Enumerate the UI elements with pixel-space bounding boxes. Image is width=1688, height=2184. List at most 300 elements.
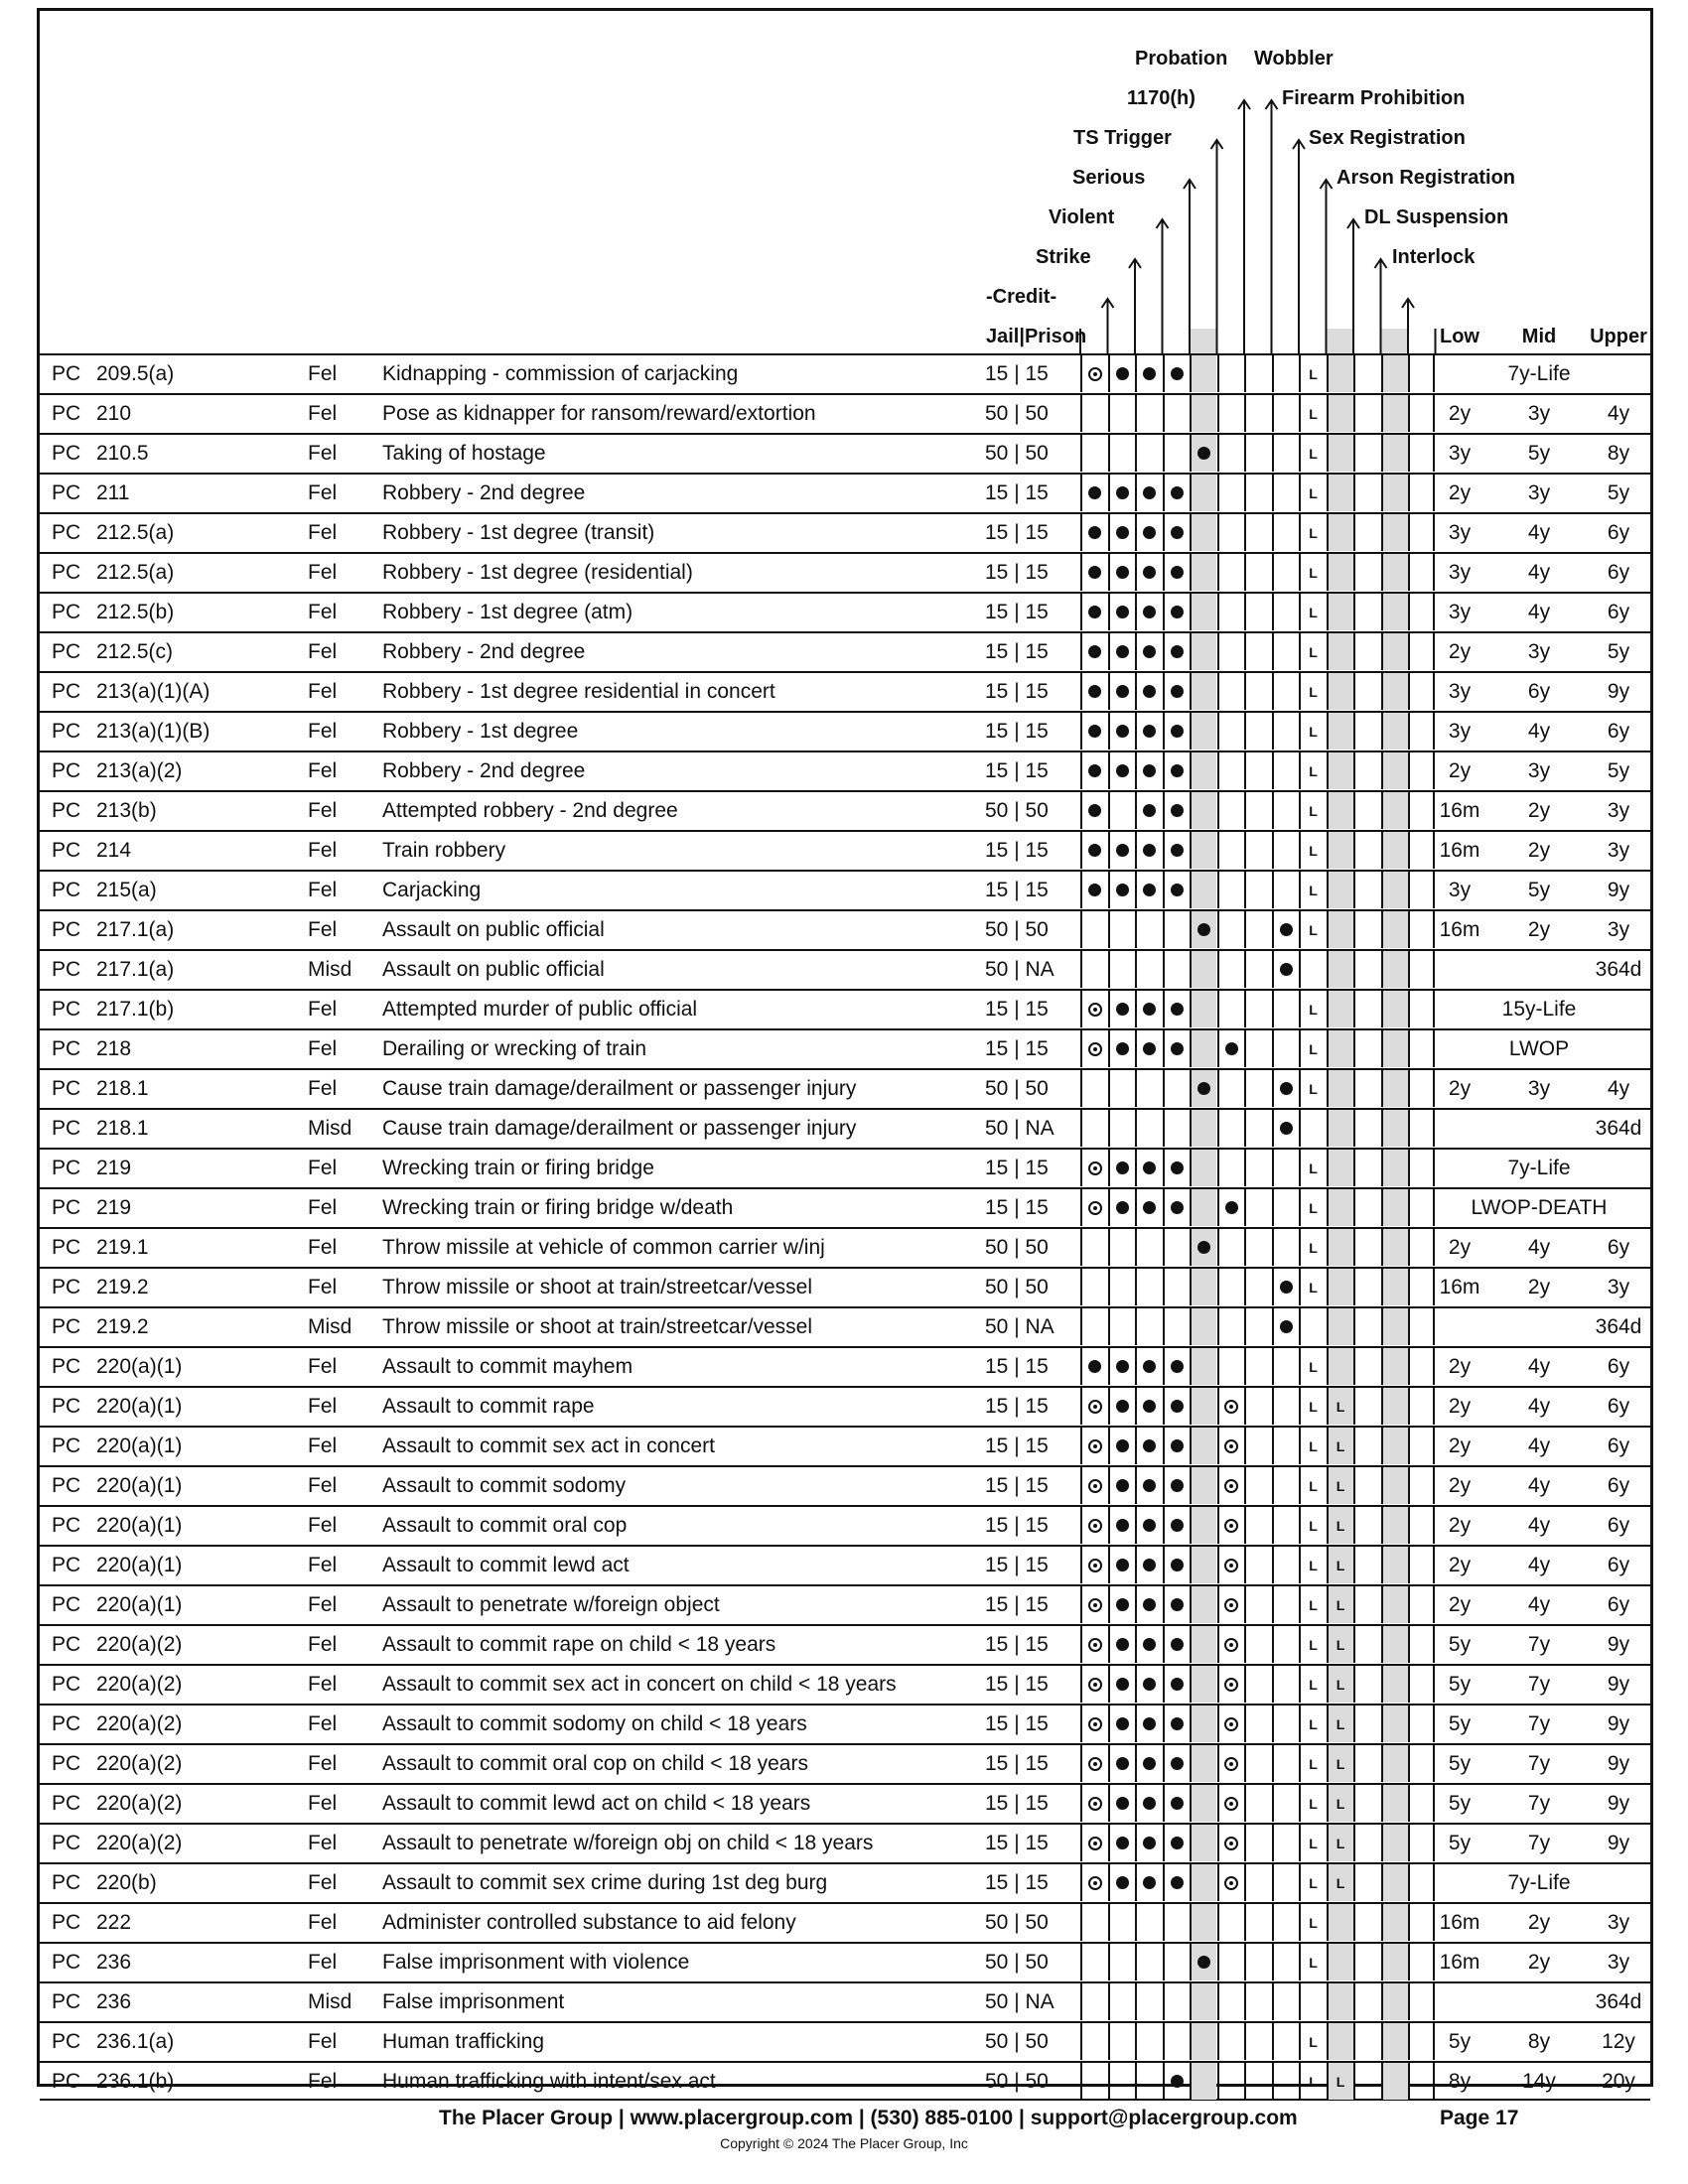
- flag-firearm: [1299, 1150, 1326, 1186]
- code-cell: PC: [52, 1474, 81, 1497]
- flag-wobbler-dot: [1272, 673, 1299, 710]
- flag-violent: [1108, 554, 1135, 591]
- flag-probation: [1217, 1666, 1244, 1703]
- sentence-low: 16m: [1439, 799, 1480, 822]
- section-cell: 220(a)(2): [96, 1712, 183, 1735]
- flag-sex-reg: [1327, 713, 1353, 750]
- flag-violent: [1108, 1070, 1135, 1107]
- sentence-upper: 6y: [1607, 1236, 1630, 1259]
- description-cell: Throw missile or shoot at train/streetcar/vessel: [382, 1315, 812, 1338]
- sentence-upper: 6y: [1607, 1395, 1630, 1418]
- flag-strike: [1080, 1507, 1107, 1544]
- flag-arson-reg: [1353, 1467, 1380, 1504]
- type-cell: Fel: [308, 1593, 338, 1616]
- table-row: [40, 552, 1650, 592]
- type-cell: Fel: [308, 720, 338, 743]
- flag-wobbler-dot: [1272, 1507, 1299, 1544]
- copyright: Copyright © 2024 The Placer Group, Inc: [720, 2135, 968, 2151]
- flag-probation: [1217, 872, 1244, 908]
- flag-1170h: [1190, 713, 1216, 750]
- sentence-mid: 14y: [1522, 2070, 1556, 2093]
- credit-cell: 15 | 15: [985, 1196, 1049, 1219]
- flag-probation: [1217, 1189, 1244, 1226]
- flag-strike: [1080, 594, 1107, 630]
- flag-arson-reg: [1353, 1388, 1380, 1425]
- flag-1170h: [1190, 1070, 1216, 1107]
- flag-firearm: [1299, 872, 1326, 908]
- code-cell: PC: [52, 1990, 81, 2013]
- sentence-upper: 6y: [1607, 720, 1630, 743]
- flag-1170h: [1190, 1944, 1216, 1980]
- flag-letter: L: [1309, 406, 1318, 422]
- code-cell: PC: [52, 1911, 81, 1934]
- sentence-span: 7y-Life: [1507, 1871, 1571, 1894]
- flag-strike: [1080, 1269, 1107, 1305]
- flag-letter: L: [1309, 1677, 1318, 1693]
- flag-violent: [1108, 1030, 1135, 1067]
- flag-violent: [1108, 1547, 1135, 1583]
- credit-cell: 50 | 50: [985, 1951, 1049, 1974]
- flag-probation: [1217, 1030, 1244, 1067]
- flag-letter: L: [1309, 1160, 1318, 1176]
- flag-1170h: [1190, 673, 1216, 710]
- flag-probation: [1217, 1507, 1244, 1544]
- flag-wobbler: [1244, 1308, 1271, 1345]
- flag-sex-reg: [1327, 435, 1353, 472]
- sentence-mid: 2y: [1527, 918, 1551, 941]
- flag-ts-trigger: [1163, 1030, 1190, 1067]
- filled-dot-icon: [1116, 764, 1129, 777]
- flag-arson-reg: [1353, 1547, 1380, 1583]
- flag-probation: [1217, 1626, 1244, 1663]
- page-footer: [0, 2095, 1688, 2154]
- type-cell: Fel: [308, 1871, 338, 1894]
- flag-violent: [1108, 475, 1135, 511]
- flag-firearm: [1299, 1626, 1326, 1663]
- flag-arson-reg: [1353, 1626, 1380, 1663]
- sentence-span: LWOP: [1508, 1037, 1570, 1060]
- section-cell: 220(a)(1): [96, 1355, 183, 1378]
- flag-ts-trigger: [1163, 991, 1190, 1027]
- type-cell: Fel: [308, 1633, 338, 1656]
- code-cell: PC: [52, 1037, 81, 1060]
- filled-dot-icon: [1171, 367, 1184, 380]
- flag-sex-reg: [1327, 594, 1353, 630]
- sentence-mid: 4y: [1527, 1593, 1551, 1616]
- flag-letter: L: [1309, 1558, 1318, 1573]
- circled-dot-icon: [1088, 1161, 1102, 1175]
- sentence-mid: 3y: [1527, 402, 1551, 425]
- flag-violent: [1108, 1229, 1135, 1266]
- filled-dot-icon: [1171, 1678, 1184, 1691]
- sentence-mid: 4y: [1527, 1434, 1551, 1457]
- description-cell: Assault to commit mayhem: [382, 1355, 633, 1378]
- flag-letter: L: [1309, 1399, 1318, 1415]
- table-row: [40, 393, 1650, 433]
- flag-firearm: [1299, 554, 1326, 591]
- filled-dot-icon: [1171, 1797, 1184, 1810]
- filled-dot-icon: [1088, 486, 1101, 499]
- description-cell: Robbery - 1st degree (atm): [382, 601, 633, 623]
- flag-ts-trigger: [1163, 1070, 1190, 1107]
- flag-arson-reg: [1353, 951, 1380, 988]
- type-cell: Fel: [308, 1951, 338, 1974]
- flag-1170h: [1190, 633, 1216, 670]
- flag-violent: [1108, 1706, 1135, 1742]
- flag-letter: L: [1336, 1716, 1345, 1732]
- credit-cell: 15 | 15: [985, 1712, 1049, 1735]
- flag-letter: L: [1309, 2034, 1318, 2050]
- flag-dl-susp: [1381, 832, 1408, 869]
- flag-arson-reg: [1353, 1070, 1380, 1107]
- credit-cell: 15 | 15: [985, 1832, 1049, 1854]
- flag-serious: [1135, 752, 1162, 789]
- flag-letter: L: [1309, 1041, 1318, 1057]
- flag-probation: [1217, 1070, 1244, 1107]
- sentence-mid: 4y: [1527, 561, 1551, 584]
- code-cell: PC: [52, 799, 81, 822]
- description-cell: Robbery - 2nd degree: [382, 481, 586, 504]
- filled-dot-icon: [1088, 526, 1101, 539]
- flag-ts-trigger: [1163, 713, 1190, 750]
- sentence-low: 2y: [1448, 1554, 1472, 1576]
- credit-cell: 50 | 50: [985, 1911, 1049, 1934]
- description-cell: False imprisonment with violence: [382, 1951, 690, 1974]
- flag-serious: [1135, 1983, 1162, 2020]
- flag-arson-reg: [1353, 1269, 1380, 1305]
- flag-ts-trigger: [1163, 1308, 1190, 1345]
- flag-letter: L: [1309, 803, 1318, 819]
- flag-1170h: [1190, 1904, 1216, 1941]
- filled-dot-icon: [1116, 1003, 1129, 1016]
- flag-strike: [1080, 514, 1107, 551]
- flag-dl-susp: [1381, 1586, 1408, 1623]
- filled-dot-icon: [1197, 447, 1210, 460]
- flag-wobbler-dot: [1272, 1745, 1299, 1782]
- flag-violent: [1108, 1745, 1135, 1782]
- credit-cell: 50 | 50: [985, 2030, 1049, 2053]
- flag-wobbler-dot: [1272, 911, 1299, 948]
- table-row: [40, 1862, 1650, 1902]
- credit-cell: 15 | 15: [985, 839, 1049, 862]
- sentence-low: 2y: [1448, 1355, 1472, 1378]
- flag-sex-reg: [1327, 1586, 1353, 1623]
- flag-strike: [1080, 1348, 1107, 1385]
- sentence-upper: 9y: [1607, 1832, 1630, 1854]
- description-cell: Pose as kidnapper for ransom/reward/extortion: [382, 402, 816, 425]
- flag-violent: [1108, 1189, 1135, 1226]
- flag-arson-reg: [1353, 1825, 1380, 1861]
- flag-1170h: [1190, 1428, 1216, 1464]
- flag-probation: [1217, 1547, 1244, 1583]
- flag-dl-susp: [1381, 713, 1408, 750]
- flag-serious: [1135, 951, 1162, 988]
- table-row: [40, 1227, 1650, 1267]
- header-violent: Violent: [1049, 206, 1115, 228]
- header-interlock: Interlock: [1392, 246, 1476, 268]
- flag-ts-trigger: [1163, 832, 1190, 869]
- circled-dot-icon: [1088, 1598, 1102, 1612]
- section-cell: 220(a)(1): [96, 1434, 183, 1457]
- filled-dot-icon: [1116, 1161, 1129, 1174]
- sentence-mid: 2y: [1527, 1276, 1551, 1298]
- sentence-mid: 4y: [1527, 1554, 1551, 1576]
- filled-dot-icon: [1088, 764, 1101, 777]
- flag-wobbler-dot: [1272, 752, 1299, 789]
- circled-dot-icon: [1224, 1598, 1238, 1612]
- flag-ts-trigger: [1163, 1388, 1190, 1425]
- flag-arson-reg: [1353, 1110, 1380, 1147]
- description-cell: Assault to commit rape: [382, 1395, 595, 1418]
- section-cell: 212.5(a): [96, 561, 175, 584]
- filled-dot-icon: [1143, 1717, 1156, 1730]
- table-row: [40, 512, 1650, 552]
- flag-wobbler-dot: [1272, 1467, 1299, 1504]
- flag-serious: [1135, 1070, 1162, 1107]
- code-cell: PC: [52, 1276, 81, 1298]
- filled-dot-icon: [1143, 1003, 1156, 1016]
- code-cell: PC: [52, 1395, 81, 1418]
- type-cell: Fel: [308, 1514, 338, 1537]
- type-cell: Fel: [308, 1157, 338, 1179]
- table-row: [40, 1267, 1650, 1306]
- flag-sex-reg: [1327, 1269, 1353, 1305]
- sentence-mid: 2y: [1527, 1911, 1551, 1934]
- section-cell: 218: [96, 1037, 132, 1060]
- filled-dot-icon: [1088, 725, 1101, 738]
- flag-arson-reg: [1353, 2023, 1380, 2060]
- sentence-low: 2y: [1448, 759, 1472, 782]
- type-cell: Fel: [308, 799, 338, 822]
- flag-probation: [1217, 1825, 1244, 1861]
- sentence-low: 5y: [1448, 1712, 1472, 1735]
- flag-dl-susp: [1381, 594, 1408, 630]
- sentence-mid: 5y: [1527, 442, 1551, 465]
- circled-dot-icon: [1224, 1678, 1238, 1692]
- flag-probation: [1217, 1388, 1244, 1425]
- flag-ts-trigger: [1163, 355, 1190, 392]
- flag-wobbler-dot: [1272, 1944, 1299, 1980]
- flag-violent: [1108, 911, 1135, 948]
- flag-ts-trigger: [1163, 554, 1190, 591]
- flag-letter: L: [1309, 2074, 1318, 2090]
- flag-firearm: [1299, 1467, 1326, 1504]
- flag-1170h: [1190, 1983, 1216, 2020]
- table-row: [40, 909, 1650, 949]
- table-row: [40, 1545, 1650, 1584]
- flag-1170h: [1190, 832, 1216, 869]
- flag-wobbler-dot: [1272, 1308, 1299, 1345]
- flag-ts-trigger: [1163, 633, 1190, 670]
- filled-dot-icon: [1116, 725, 1129, 738]
- section-cell: 212.5(a): [96, 521, 175, 544]
- flag-serious: [1135, 1706, 1162, 1742]
- flag-firearm: [1299, 951, 1326, 988]
- flag-violent: [1108, 1308, 1135, 1345]
- description-cell: Administer controlled substance to aid felony: [382, 1911, 796, 1934]
- filled-dot-icon: [1143, 1837, 1156, 1849]
- flag-arson-reg: [1353, 673, 1380, 710]
- flag-strike: [1080, 1308, 1107, 1345]
- filled-dot-icon: [1143, 367, 1156, 380]
- table-row: [40, 1386, 1650, 1426]
- filled-dot-icon: [1143, 1797, 1156, 1810]
- sentence-mid: 3y: [1527, 1077, 1551, 1100]
- flag-probation: [1217, 475, 1244, 511]
- sentence-mid: 4y: [1527, 601, 1551, 623]
- flag-arson-reg: [1353, 991, 1380, 1027]
- flag-sex-reg: [1327, 1070, 1353, 1107]
- flag-sex-reg: [1327, 554, 1353, 591]
- flag-serious: [1135, 1229, 1162, 1266]
- flag-strike: [1080, 1110, 1107, 1147]
- flag-wobbler: [1244, 1745, 1271, 1782]
- flag-arson-reg: [1353, 1983, 1380, 2020]
- description-cell: Robbery - 1st degree (residential): [382, 561, 693, 584]
- header-mid: Mid: [1521, 326, 1557, 347]
- filled-dot-icon: [1171, 1519, 1184, 1532]
- sentence-mid: 4y: [1527, 1514, 1551, 1537]
- type-cell: Fel: [308, 759, 338, 782]
- table-row: [40, 671, 1650, 711]
- flag-ts-trigger: [1163, 1626, 1190, 1663]
- flag-arson-reg: [1353, 832, 1380, 869]
- flag-probation: [1217, 792, 1244, 829]
- flag-strike: [1080, 1467, 1107, 1504]
- flag-sex-reg: [1327, 1864, 1353, 1901]
- section-cell: 220(a)(1): [96, 1395, 183, 1418]
- filled-dot-icon: [1171, 486, 1184, 499]
- flag-serious: [1135, 475, 1162, 511]
- filled-dot-icon: [1171, 725, 1184, 738]
- sentence-upper: 5y: [1607, 481, 1630, 504]
- flag-ts-trigger: [1163, 1189, 1190, 1226]
- shaded-column-header: [1381, 329, 1409, 353]
- flag-wobbler: [1244, 554, 1271, 591]
- description-cell: Assault to commit sex act in concert on child < 18 years: [382, 1673, 897, 1696]
- type-cell: Fel: [308, 1832, 338, 1854]
- flag-wobbler-dot: [1272, 1626, 1299, 1663]
- sentence-low: 5y: [1448, 1633, 1472, 1656]
- sentence-upper: 9y: [1607, 1792, 1630, 1815]
- flag-firearm: [1299, 1030, 1326, 1067]
- sentence-upper: 6y: [1607, 521, 1630, 544]
- sentence-mid: [1499, 1308, 1579, 1345]
- circled-dot-icon: [1224, 1400, 1238, 1414]
- flag-dl-susp: [1381, 475, 1408, 511]
- type-cell: Fel: [308, 640, 338, 663]
- type-cell: Fel: [308, 1395, 338, 1418]
- flag-letter: L: [1309, 763, 1318, 779]
- section-cell: 214: [96, 839, 132, 862]
- flag-probation: [1217, 1150, 1244, 1186]
- sentence-upper: 8y: [1607, 442, 1630, 465]
- flag-probation: [1217, 1269, 1244, 1305]
- sentence-low: 2y: [1448, 1474, 1472, 1497]
- flag-arson-reg: [1353, 633, 1380, 670]
- sentence-upper: 9y: [1607, 1633, 1630, 1656]
- flag-wobbler-dot: [1272, 1030, 1299, 1067]
- flag-serious: [1135, 1666, 1162, 1703]
- flag-letter: L: [1309, 883, 1318, 898]
- flag-wobbler-dot: [1272, 355, 1299, 392]
- section-cell: 220(a)(2): [96, 1633, 183, 1656]
- sentence-low: 16m: [1439, 839, 1480, 862]
- flag-firearm: [1299, 475, 1326, 511]
- code-cell: PC: [52, 958, 81, 981]
- flag-violent: [1108, 395, 1135, 432]
- code-cell: PC: [52, 402, 81, 425]
- code-cell: PC: [52, 1514, 81, 1537]
- flag-1170h: [1190, 1825, 1216, 1861]
- flag-1170h: [1190, 1785, 1216, 1822]
- credit-cell: 50 | 50: [985, 2070, 1049, 2093]
- filled-dot-icon: [1280, 923, 1293, 936]
- flag-wobbler: [1244, 1626, 1271, 1663]
- filled-dot-icon: [1280, 1122, 1293, 1135]
- type-cell: Fel: [308, 1474, 338, 1497]
- filled-dot-icon: [1143, 1360, 1156, 1373]
- section-cell: 213(a)(1)(A): [96, 680, 211, 703]
- sentence-upper: 364d: [1595, 1990, 1642, 2013]
- flag-letter: L: [1309, 724, 1318, 740]
- code-cell: PC: [52, 1157, 81, 1179]
- description-cell: Cause train damage/derailment or passenger injury: [382, 1077, 857, 1100]
- flag-dl-susp: [1381, 395, 1408, 432]
- filled-dot-icon: [1116, 1717, 1129, 1730]
- sentence-upper: 3y: [1607, 1276, 1630, 1298]
- filled-dot-icon: [1225, 1201, 1238, 1214]
- section-cell: 209.5(a): [96, 362, 175, 385]
- flag-dl-susp: [1381, 872, 1408, 908]
- flag-ts-trigger: [1163, 1864, 1190, 1901]
- sentence-low: 5y: [1448, 1673, 1472, 1696]
- flag-ts-trigger: [1163, 1229, 1190, 1266]
- header-upper: Upper: [1590, 326, 1647, 347]
- code-cell: PC: [52, 601, 81, 623]
- circled-dot-icon: [1224, 1638, 1238, 1652]
- sentence-upper: 3y: [1607, 799, 1630, 822]
- sentence-mid: 4y: [1527, 521, 1551, 544]
- flag-firearm: [1299, 1189, 1326, 1226]
- circled-dot-icon: [1088, 1201, 1102, 1215]
- flag-dl-susp: [1381, 991, 1408, 1027]
- circled-dot-icon: [1088, 1559, 1102, 1572]
- sentence-low: 5y: [1448, 2030, 1472, 2053]
- flag-1170h: [1190, 1189, 1216, 1226]
- filled-dot-icon: [1143, 725, 1156, 738]
- filled-dot-icon: [1143, 526, 1156, 539]
- flag-firearm: [1299, 752, 1326, 789]
- credit-cell: 50 | NA: [985, 1315, 1055, 1338]
- circled-dot-icon: [1224, 1757, 1238, 1771]
- code-cell: PC: [52, 442, 81, 465]
- flag-wobbler: [1244, 1904, 1271, 1941]
- flag-strike: [1080, 991, 1107, 1027]
- flag-probation: [1217, 633, 1244, 670]
- sentence-upper: 364d: [1595, 958, 1642, 981]
- credit-cell: 50 | 50: [985, 1077, 1049, 1100]
- filled-dot-icon: [1171, 1479, 1184, 1492]
- sentence-low: 5y: [1448, 1792, 1472, 1815]
- sentence-mid: 4y: [1527, 1236, 1551, 1259]
- filled-dot-icon: [1116, 1559, 1129, 1571]
- filled-dot-icon: [1088, 566, 1101, 579]
- flag-ts-trigger: [1163, 435, 1190, 472]
- flag-wobbler: [1244, 1825, 1271, 1861]
- filled-dot-icon: [1143, 606, 1156, 618]
- description-cell: Taking of hostage: [382, 442, 546, 465]
